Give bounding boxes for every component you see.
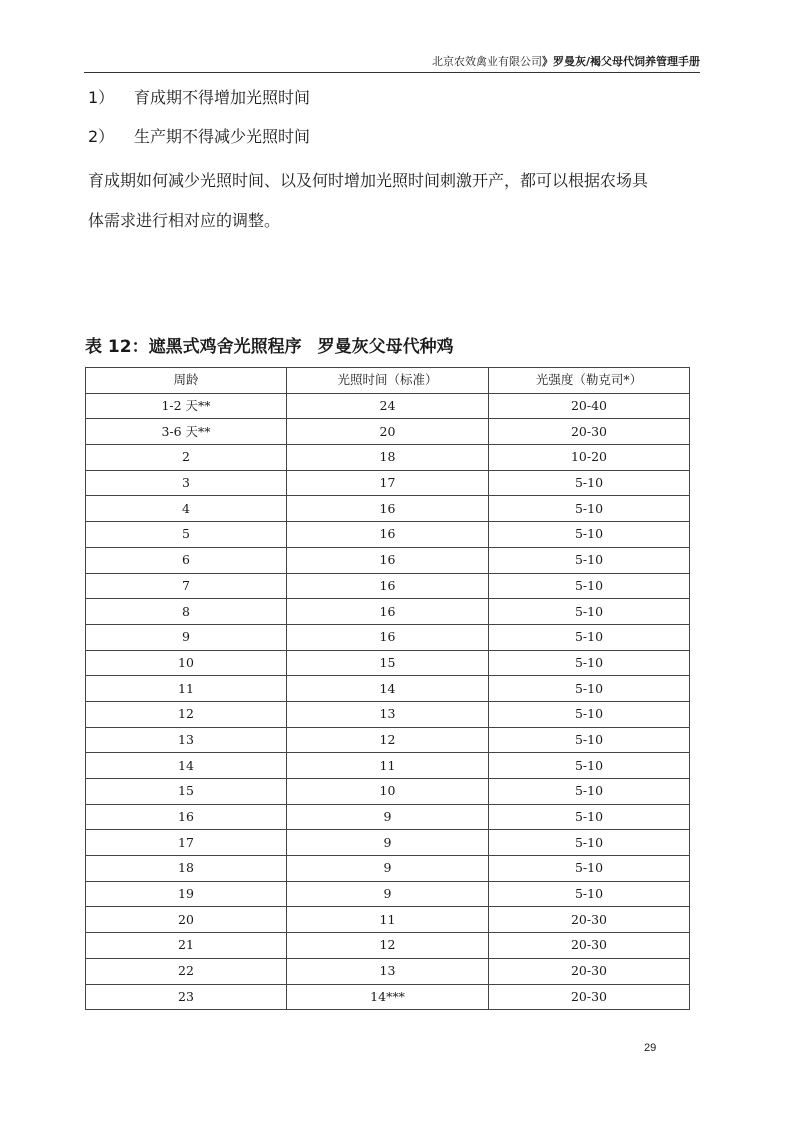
page-number: 29: [644, 1042, 657, 1054]
header-separator: 》: [541, 55, 553, 68]
cell-light-hours: 15: [287, 650, 489, 676]
paragraph-line-2: 体需求进行相对应的调整。: [88, 211, 281, 230]
cell-light-hours: 14***: [287, 984, 489, 1010]
cell-light-intensity: 20-40: [489, 393, 690, 419]
paragraph-line-1: 育成期如何减少光照时间、以及何时增加光照时间刺激开产，都可以根据农场具: [88, 171, 649, 190]
manual-title: 罗曼灰/褐父母代饲养管理手册: [552, 55, 700, 68]
cell-week-age: 8: [86, 599, 287, 625]
cell-light-intensity: 5-10: [489, 470, 690, 496]
cell-light-intensity: 5-10: [489, 753, 690, 779]
cell-light-hours: 16: [287, 624, 489, 650]
cell-week-age: 19: [86, 881, 287, 907]
rule-item-2: [88, 126, 310, 148]
cell-light-intensity: 5-10: [489, 727, 690, 753]
table-row: [86, 753, 690, 779]
cell-week-age: 6: [86, 547, 287, 573]
rule-number: 1）: [88, 88, 115, 107]
table-row: [86, 393, 690, 419]
cell-week-age: 14: [86, 753, 287, 779]
cell-light-intensity: 5-10: [489, 650, 690, 676]
cell-week-age: 1-2 天**: [86, 393, 287, 419]
table-row: [86, 573, 690, 599]
cell-light-hours: 24: [287, 393, 489, 419]
cell-light-intensity: 20-30: [489, 958, 690, 984]
cell-light-intensity: 5-10: [489, 881, 690, 907]
cell-week-age: 23: [86, 984, 287, 1010]
cell-light-intensity: 20-30: [489, 907, 690, 933]
cell-light-intensity: 5-10: [489, 496, 690, 522]
cell-light-intensity: 5-10: [489, 676, 690, 702]
cell-light-hours: 13: [287, 958, 489, 984]
cell-week-age: 10: [86, 650, 287, 676]
header-light-hours: 光照时间（标准）: [287, 368, 489, 394]
cell-week-age: 15: [86, 779, 287, 805]
cell-light-hours: 11: [287, 753, 489, 779]
header-week-age: 周龄: [86, 368, 287, 394]
cell-light-hours: 9: [287, 856, 489, 882]
table-subtitle: 罗曼灰父母代种鸡: [317, 337, 454, 357]
cell-light-intensity: 5-10: [489, 701, 690, 727]
cell-week-age: 21: [86, 933, 287, 959]
cell-light-hours: 12: [287, 727, 489, 753]
lighting-program-table: [85, 367, 690, 1010]
rule-text: 育成期不得增加光照时间: [134, 88, 311, 107]
rule-item-1: [88, 87, 310, 109]
cell-week-age: 17: [86, 830, 287, 856]
cell-light-intensity: 5-10: [489, 599, 690, 625]
cell-light-hours: 10: [287, 779, 489, 805]
cell-light-hours: 16: [287, 496, 489, 522]
cell-light-intensity: 5-10: [489, 856, 690, 882]
table-row: [86, 624, 690, 650]
table-row: [86, 856, 690, 882]
table-row: [86, 522, 690, 548]
cell-week-age: 4: [86, 496, 287, 522]
cell-light-hours: 16: [287, 522, 489, 548]
cell-light-hours: 16: [287, 573, 489, 599]
table-header-row: [86, 368, 690, 394]
cell-light-intensity: 5-10: [489, 830, 690, 856]
rule-text: 生产期不得减少光照时间: [134, 127, 311, 146]
table-title: [85, 335, 454, 359]
cell-week-age: 12: [86, 701, 287, 727]
cell-week-age: 3-6 天**: [86, 419, 287, 445]
cell-light-hours: 14: [287, 676, 489, 702]
table-row: [86, 804, 690, 830]
table-row: [86, 727, 690, 753]
table-row: [86, 547, 690, 573]
cell-light-hours: 20: [287, 419, 489, 445]
table-row: [86, 701, 690, 727]
table-row: [86, 958, 690, 984]
cell-week-age: 3: [86, 470, 287, 496]
cell-week-age: 5: [86, 522, 287, 548]
cell-week-age: 20: [86, 907, 287, 933]
table-row: [86, 907, 690, 933]
cell-week-age: 11: [86, 676, 287, 702]
cell-light-intensity: 20-30: [489, 419, 690, 445]
cell-light-hours: 9: [287, 881, 489, 907]
table-row: [86, 881, 690, 907]
cell-week-age: 13: [86, 727, 287, 753]
cell-week-age: 22: [86, 958, 287, 984]
cell-light-hours: 13: [287, 701, 489, 727]
table-row: [86, 830, 690, 856]
cell-light-intensity: 5-10: [489, 573, 690, 599]
table-row: [86, 599, 690, 625]
cell-week-age: 16: [86, 804, 287, 830]
cell-light-hours: 9: [287, 804, 489, 830]
company-name: 北京农效禽业有限公司: [431, 55, 542, 68]
table-row: [86, 470, 690, 496]
cell-light-intensity: 5-10: [489, 624, 690, 650]
cell-light-intensity: 10-20: [489, 445, 690, 471]
table-row: [86, 496, 690, 522]
cell-light-hours: 16: [287, 547, 489, 573]
table-row: [86, 676, 690, 702]
cell-week-age: 2: [86, 445, 287, 471]
cell-light-hours: 11: [287, 907, 489, 933]
table-row: [86, 933, 690, 959]
cell-light-hours: 18: [287, 445, 489, 471]
header-light-intensity: 光强度（勒克司*）: [489, 368, 690, 394]
table-row: [86, 445, 690, 471]
cell-light-hours: 16: [287, 599, 489, 625]
page-header: [84, 52, 700, 73]
cell-light-intensity: 5-10: [489, 804, 690, 830]
cell-light-intensity: 5-10: [489, 522, 690, 548]
cell-light-hours: 17: [287, 470, 489, 496]
table-row: [86, 984, 690, 1010]
cell-week-age: 7: [86, 573, 287, 599]
table-row: [86, 650, 690, 676]
rule-number: 2）: [88, 127, 115, 146]
cell-light-intensity: 20-30: [489, 933, 690, 959]
table-body: [86, 393, 690, 1010]
cell-light-hours: 12: [287, 933, 489, 959]
cell-week-age: 18: [86, 856, 287, 882]
table-row: [86, 779, 690, 805]
cell-light-intensity: 5-10: [489, 547, 690, 573]
table-label: 表 12：遮黑式鸡舍光照程序: [85, 337, 302, 357]
cell-light-intensity: 5-10: [489, 779, 690, 805]
cell-light-hours: 9: [287, 830, 489, 856]
table-row: [86, 419, 690, 445]
cell-week-age: 9: [86, 624, 287, 650]
cell-light-intensity: 20-30: [489, 984, 690, 1010]
